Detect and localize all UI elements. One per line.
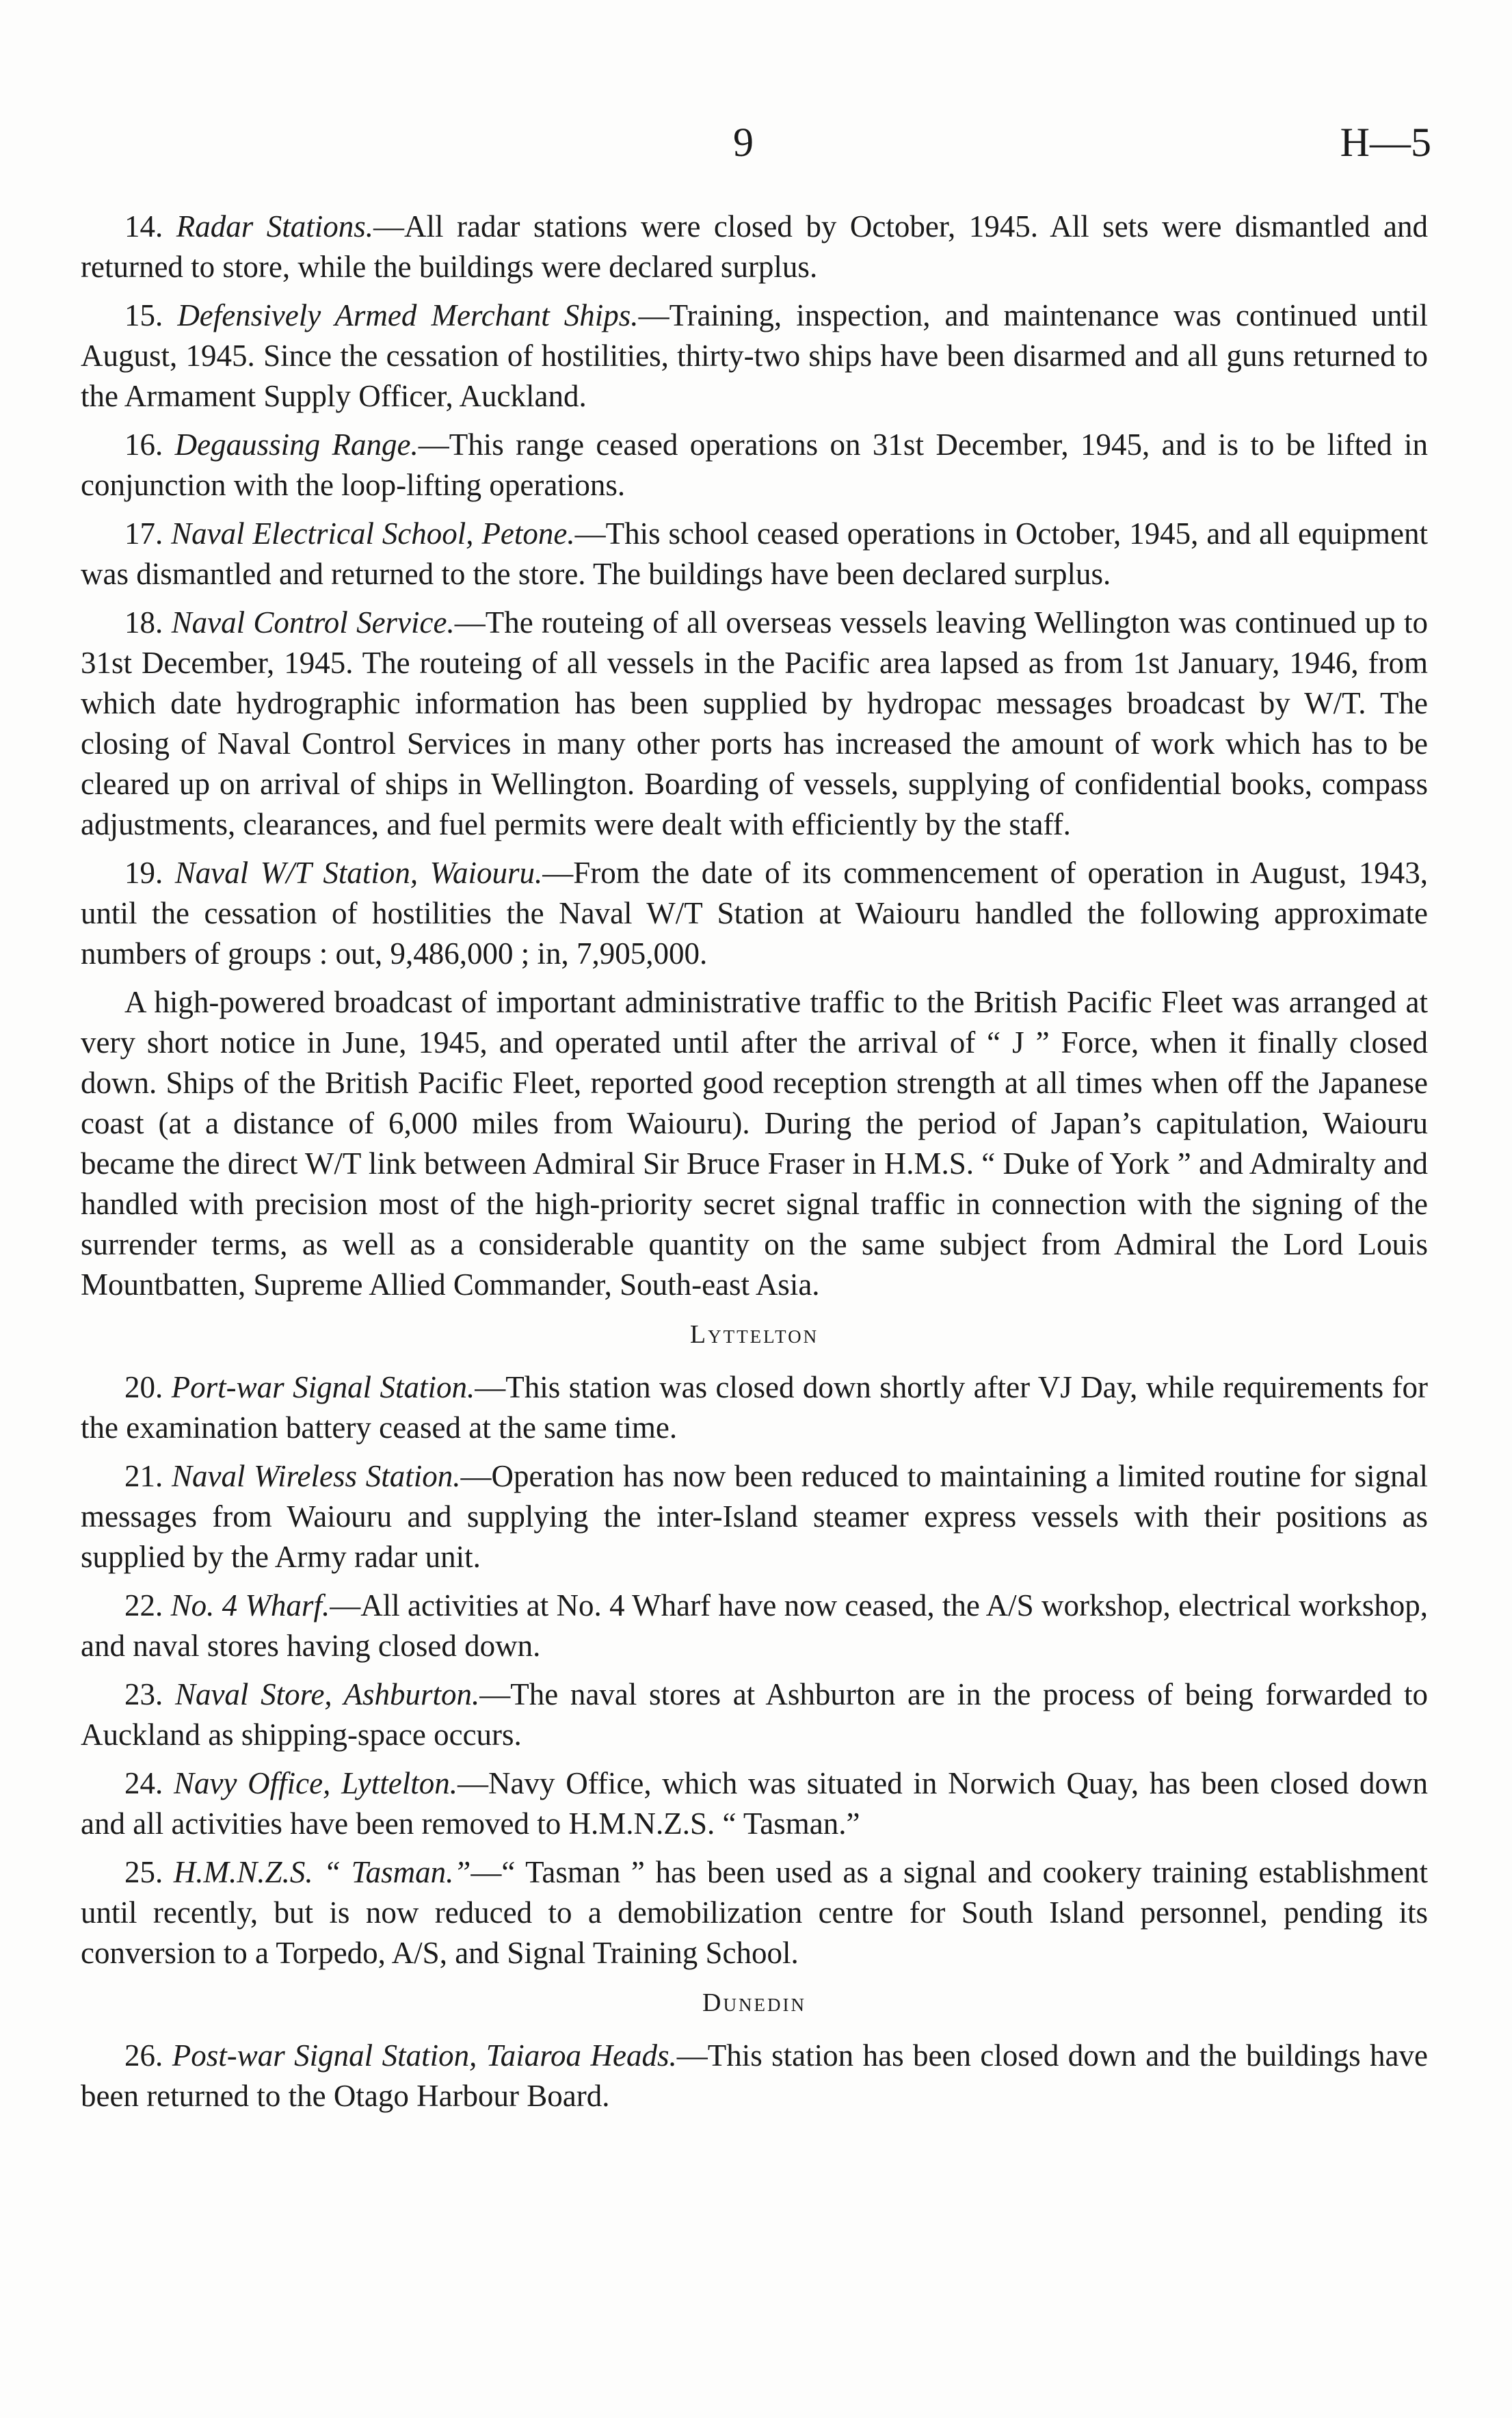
paragraph-post-war-signal-station-taiaroa	[81, 2036, 1428, 2116]
paragraph-navy-office-lyttelton	[81, 1763, 1428, 1844]
paragraph-pacific-fleet-broadcast: A high-powered broadcast of important administrative traffic to the British Pacific Fleet was arranged at very short notice in June, 1945, and operated until after the arrival of “ J ” Force, when it finally closed down. Ships of the British Pacific Fleet, reported good reception strength at all times when off the Japanese coast (at a distance of 6,000 miles from Waiouru). During the period of Japan’s capitulation, Waiouru became the direct W/T link between Admiral Sir Bruce Fraser in H.M.S. “ Duke of York ” and Admiralty and handled with precision most of the high-priority secret signal traffic in connection with the signing of the surrender terms, as well as a considerable quantity on the same subject from Admiral the Lord Louis Mountbatten, Supreme Allied Commander, South-east Asia.	[81, 985, 1428, 1302]
paragraph-text: —Navy Office, which was situated in Norwich Quay, has been closed down and all activities have been removed to H.M.N.Z.S. “ Tasman.”	[81, 1766, 1428, 1841]
paragraph-number: 19.	[124, 856, 163, 890]
paragraph-title: Naval W/T Station, Waiouru.	[174, 856, 543, 890]
paragraph-number: 17.	[124, 516, 163, 551]
paragraph-no-4-wharf	[81, 1586, 1428, 1666]
paragraph-port-war-signal-station	[81, 1367, 1428, 1448]
paragraph-number: 20.	[124, 1370, 163, 1404]
paragraph-number: 18.	[124, 605, 163, 640]
paragraph-number: 15.	[124, 298, 163, 332]
paragraph-number: 14.	[124, 209, 163, 244]
paragraph-title: Radar Stations.	[176, 209, 374, 244]
paragraph-text: —Operation has now been reduced to maintaining a limited routine for signal messages from Waiouru and supplying the inter-Island steamer express vessels with their positions as supplied by the Army radar unit.	[81, 1459, 1428, 1574]
paragraph-hmnzs-tasman	[81, 1852, 1428, 1973]
paragraph-title: Post-war Signal Station, Taiaroa Heads.	[172, 2038, 677, 2073]
paragraph-title: Defensively Armed Merchant Ships.	[177, 298, 639, 332]
paragraph-title: Naval Electrical School, Petone.	[171, 516, 575, 551]
paragraph-text: —From the date of its commencement of operation in August, 1943, until the cessation of hostilities the Naval W/T Station at Waiouru handled the following approximate numbers of groups : out, 9,486,000 ; in, 7,905,000.	[81, 856, 1428, 971]
paragraph-number: 21.	[124, 1459, 163, 1493]
paragraph-number: 25.	[124, 1855, 163, 1889]
paragraph-title: Naval Store, Ashburton.	[174, 1677, 480, 1711]
paragraph-title: Degaussing Range.	[174, 428, 419, 462]
section-heading-dunedin: Dunedin	[702, 1988, 806, 2017]
paragraph-text: —Training, inspection, and maintenance was continued until August, 1945. Since the cessation of hostilities, thirty-two ships have been disarmed and all guns returned to the Armament Supply Officer, Auckland.	[81, 298, 1429, 413]
paragraph-naval-wt-station-waiouru	[81, 853, 1428, 974]
paragraph-text: —The routeing of all overseas vessels leaving Wellington was continued up to 31st December, 1945. The routeing of all vessels in the Pacific area lapsed as from 1st January, 1946, from which date hydrographic information has been supplied by hydropac messages broadcast by W/T. The closing of Naval Control Services in many other ports has increased the amount of work which has to be cleared up on arrival of ships in Wellington. Boarding of vessels, supplying of confidential books, compass adjustments, clearances, and fuel permits were dealt with efficiently by the staff.	[81, 605, 1428, 841]
paragraph-naval-wireless-station	[81, 1456, 1428, 1577]
paragraph-title: Naval Control Service.	[171, 605, 455, 640]
section-heading-lyttelton: Lyttelton	[689, 1320, 819, 1349]
paragraph-naval-electrical-school	[81, 514, 1428, 594]
paragraph-number: 26.	[124, 2038, 163, 2073]
paragraph-number: 24.	[124, 1766, 163, 1800]
paragraph-text: —This range ceased operations on 31st December, 1945, and is to be lifted in conjunction with the loop-lifting operations.	[81, 428, 1429, 502]
paragraph-degaussing-range	[81, 425, 1428, 505]
paragraph-title: Navy Office, Lyttelton.	[173, 1766, 458, 1800]
paragraph-title: No. 4 Wharf.	[170, 1588, 330, 1622]
paragraph-number: 22.	[124, 1588, 163, 1622]
paragraph-radar-stations	[81, 207, 1428, 287]
paragraph-text: —The naval stores at Ashburton are in the process of being forwarded to Auckland as shipping-space occurs.	[81, 1677, 1428, 1752]
paragraph-text: —This station has been closed down and the buildings have been returned to the Otago Harbour Board.	[81, 2038, 1428, 2113]
page-number: 9	[733, 120, 754, 165]
document-code: H—5	[1340, 120, 1431, 165]
paragraph-number: 23.	[124, 1677, 163, 1711]
report-body	[81, 207, 1428, 2125]
paragraph-text: —This school ceased operations in October, 1945, and all equipment was dismantled and returned to the store. The buildings have been declared surplus.	[81, 516, 1428, 591]
paragraph-number: 16.	[124, 428, 163, 462]
paragraph-defensively-armed-merchant-ships	[81, 295, 1428, 417]
paragraph-title: Naval Wireless Station.	[171, 1459, 461, 1493]
paragraph-text: —All radar stations were closed by October, 1945. All sets were dismantled and returned to store, while the buildings were declared surplus.	[81, 209, 1428, 284]
paragraph-text: —All activities at No. 4 Wharf have now ceased, the A/S workshop, electrical workshop, and naval stores having closed down.	[81, 1588, 1428, 1663]
paragraph-title: H.M.N.Z.S. “ Tasman.”	[173, 1855, 471, 1889]
paragraph-naval-store-ashburton	[81, 1674, 1428, 1755]
paragraph-title: Port-war Signal Station.	[171, 1370, 475, 1404]
page-header	[0, 115, 1512, 176]
paragraph-naval-control-service	[81, 603, 1428, 845]
paragraph-text: —“ Tasman ” has been used as a signal and cookery training establishment until recently, but is now reduced to a demobilization centre for South Island personnel, pending its conversion to a Torpedo, A/S, and Signal Training School.	[81, 1855, 1429, 1970]
paragraph-text: —This station was closed down shortly after VJ Day, while requirements for the examination battery ceased at the same time.	[81, 1370, 1429, 1445]
